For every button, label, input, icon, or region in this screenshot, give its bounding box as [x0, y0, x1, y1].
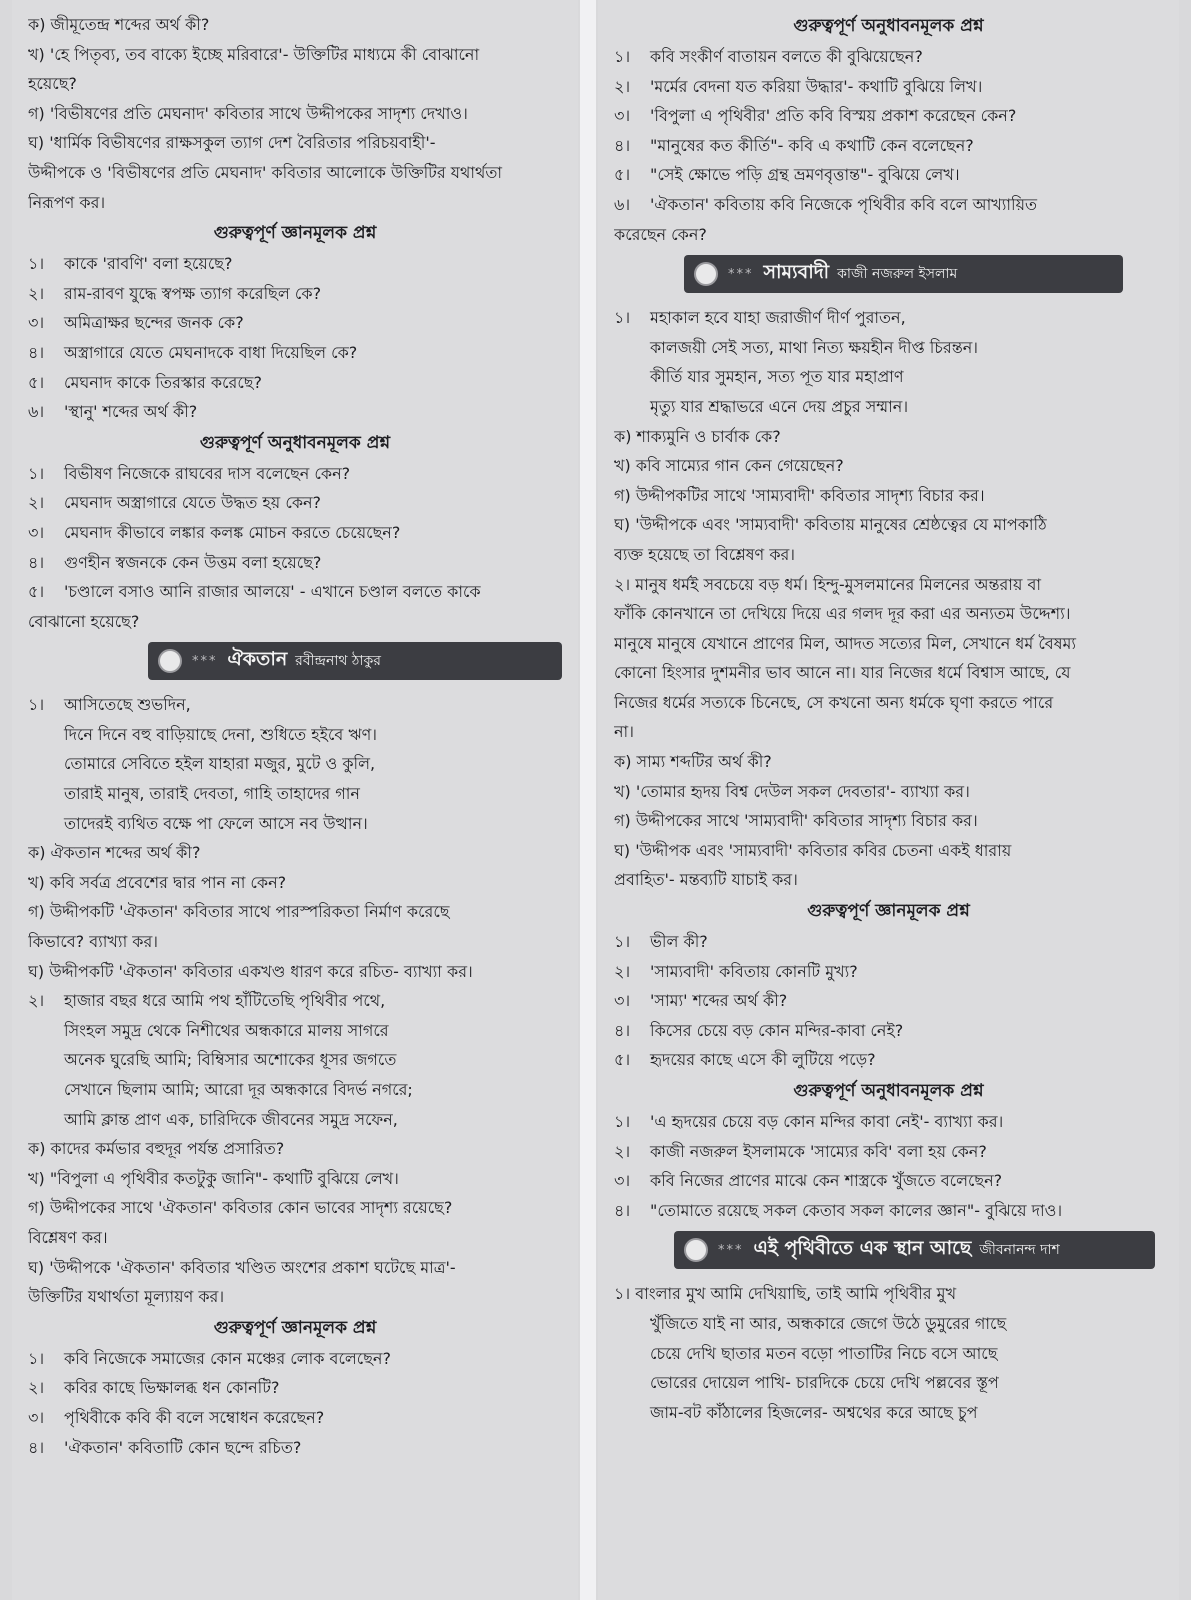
item-text: কবি নিজের প্রাণের মাঝে কেন শাস্ত্রকে খুঁজতে বলেছেন?: [650, 1171, 1003, 1191]
item-number: ৩।: [614, 106, 631, 126]
list-item: [614, 1107, 1163, 1137]
question-gha-cont: প্রবাহিত'- মন্তব্যটি যাচাই কর।: [614, 870, 798, 890]
item-number: ১।: [28, 254, 45, 274]
item-number: ১।: [28, 1348, 45, 1368]
list-item: [28, 249, 562, 279]
list-item: [614, 1166, 1163, 1196]
question-gha: ঘ) 'ধার্মিক বিভীষণের রাক্ষসকুল ত্যাগ দেশ বৈরিতার পরিচয়বাহী'-: [28, 133, 436, 153]
poem-stimulus-2: [28, 986, 562, 1312]
item-text: অমিত্রাক্ষর ছন্দের জনক কে?: [64, 313, 244, 333]
item-number: ৪।: [614, 1020, 631, 1040]
item-number: ৩।: [614, 1171, 631, 1191]
list-item: [614, 72, 1163, 102]
question-gha-cont: উদ্দীপকে ও 'বিভীষণের প্রতি মেঘনাদ' কবিতার আলোকে উক্তিটির যথার্থতা: [28, 162, 503, 182]
stars-icon: ***: [192, 653, 218, 669]
question-ka: ক) কাদের কর্মভার বহুদূর পর্যন্ত প্রসারিত?: [28, 1139, 285, 1159]
list-item: [28, 548, 562, 578]
item-text: কবি নিজেকে সমাজের কোন মঞ্চের লোক বলেছেন?: [64, 1348, 391, 1368]
question-kha: খ) "বিপুলা এ পৃথিবীর কতটুকু জানি"- কথাটি বুঝিয়ে লেখ।: [28, 1168, 399, 1188]
poem-text: হাজার বছর ধরে আমি পথ হাঁটিতেছি পৃথিবীর পথে,: [64, 991, 386, 1011]
item-number: ৪।: [614, 1200, 631, 1220]
item-text: রাম-রাবণ যুদ্ধে স্বপক্ষ ত্যাগ করেছিল কে?: [64, 283, 322, 303]
knowledge-heading: গুরুত্বপূর্ণ জ্ঞানমূলক প্রশ্ন: [213, 1317, 377, 1338]
list-item: [614, 160, 1163, 190]
question-gha: ঘ) 'উদ্দীপকে 'ঐকতান' কবিতার খণ্ডিত অংশের প্রকাশ ঘটেছে মাত্র'-: [28, 1257, 456, 1277]
passage-line: ফাঁকি কোনখানে তা দেখিয়ে দিয়ে এর গলদ দূর করা এর অন্যতম উদ্দেশ্য।: [614, 604, 1071, 624]
item-number: ২।: [28, 1378, 45, 1398]
item-number: ৪।: [28, 342, 45, 362]
list-item: [614, 957, 1163, 987]
stars-icon: ***: [728, 266, 754, 282]
item-text: মেঘনাদ কাকে তিরস্কার করেছে?: [64, 372, 262, 392]
item-number: ১।: [614, 1112, 631, 1131]
question-ga: গ) উদ্দীপকটি 'ঐকতান' কবিতার সাথে পারস্পরিকতা নির্মাণ করেছে: [28, 902, 450, 922]
question-ga-cont: বিশ্লেষণ কর।: [28, 1227, 108, 1247]
item-text: 'স্থানু' শব্দের অর্থ কী?: [64, 402, 198, 422]
list-item: [28, 368, 562, 398]
item-number: ২।: [28, 991, 45, 1011]
passage-line: না।: [614, 722, 634, 742]
section-title: ঐকতান: [227, 648, 288, 671]
item-text: মেঘনাদ কীভাবে লঙ্কার কলঙ্ক মোচন করতে চেয়েছেন?: [64, 522, 401, 542]
poem-line: কালজয়ী সেই সত্য, মাথা নিত্য ক্ষয়হীন দীপ্ত চিরন্তন।: [650, 337, 979, 357]
left-column: [12, 0, 578, 1600]
list-item: [28, 397, 562, 427]
comprehension-list: [614, 42, 1163, 249]
question-ga: গ) 'বিভীষণের প্রতি মেঘনাদ' কবিতার সাথে উদ্দীপকের সাদৃশ্য দেখাও।: [28, 103, 468, 123]
poem-line: [28, 986, 562, 1016]
list-item: [28, 1403, 562, 1433]
list-item: [614, 131, 1163, 161]
item-text: 'সাম্য' শব্দের অর্থ কী?: [650, 991, 788, 1011]
poem-line: অনেক ঘুরেছি আমি; বিম্বিসার অশোকের ধূসর জগতে: [64, 1050, 397, 1070]
item-text: অস্ত্রাগারে যেতে মেঘনাদকে বাধা দিয়েছিল কে?: [64, 342, 358, 362]
question-gha-cont: নিরূপণ কর।: [28, 192, 106, 212]
item-number: ২।: [614, 76, 631, 96]
item-text: কিসের চেয়ে বড় কোন মন্দির-কাবা নেই?: [650, 1020, 904, 1040]
comprehension-heading: গুরুত্বপূর্ণ অনুধাবনমূলক প্রশ্ন: [793, 1081, 984, 1101]
knowledge-list: [28, 1344, 562, 1462]
item-number: ৩।: [28, 1407, 45, 1427]
section-banner-prithibi: [674, 1231, 1155, 1269]
item-number: ১।: [614, 932, 631, 952]
list-item: [614, 986, 1163, 1016]
comprehension-list: [614, 1107, 1163, 1225]
poem-line: তাদেরই ব্যথিত বক্ষে পা ফেলে আসে নব উত্থান।: [64, 813, 368, 833]
item-text: কবির কাছে ভিক্ষালব্ধ ধন কোনটি?: [64, 1378, 280, 1398]
question-ga-cont: কিভাবে? ব্যাখ্যা কর।: [28, 932, 159, 952]
question-kha-cont: হয়েছে?: [28, 74, 77, 94]
comprehension-list: [28, 459, 562, 637]
section-banner-oikotan: [148, 642, 562, 680]
poem-stimulus-3: [614, 1279, 1163, 1427]
passage-line: কোনো হিংসার দুশমনীর ভাব আনে না। যার নিজের ধর্মে বিশ্বাস আছে, যে: [614, 663, 1071, 683]
poem-line: মৃত্যু যার শ্রদ্ধাভরে এনে দেয় প্রচুর সম্মান।: [650, 396, 909, 416]
passage-stimulus-2: [614, 570, 1163, 896]
passage-line: ২। মানুষ ধর্মই সবচেয়ে বড় ধর্ম। হিন্দু-মুসলমানের মিলনের অন্তরায় বা: [614, 574, 1041, 594]
question-gha-cont: ব্যক্ত হয়েছে তা বিশ্লেষণ কর।: [614, 544, 796, 564]
stars-icon: ***: [718, 1242, 744, 1258]
item-text: কাকে 'রাবণি' বলা হয়েছে?: [64, 254, 233, 274]
meghnad-questions: [28, 10, 562, 217]
item-text: "তোমাতে রয়েছে সকল কেতাব সকল কালের জ্ঞান"- বুঝিয়ে দাও।: [650, 1200, 1063, 1220]
section-author: কাজী নজরুল ইসলাম: [837, 266, 958, 283]
list-item: [614, 1137, 1163, 1167]
item-text: মেঘনাদ অস্ত্রাগারে যেতে উদ্ধত হয় কেন?: [64, 493, 322, 513]
item-number: ১।: [28, 463, 45, 483]
list-item: [28, 1433, 562, 1463]
section-author: জীবনানন্দ দাশ: [979, 1242, 1060, 1259]
item-number: ২।: [614, 1141, 631, 1161]
poem-text: আসিতেছে শুভদিন,: [64, 695, 191, 715]
item-number: ৩।: [28, 522, 45, 542]
question-gha: ঘ) 'উদ্দীপকে এবং 'সাম্যবাদী' কবিতায় মানুষের শ্রেষ্ঠত্বের যে মাপকাঠি: [614, 515, 1047, 535]
item-number: ৫।: [28, 372, 45, 392]
list-item: [28, 459, 562, 489]
item-text: বিভীষণ নিজেকে রাঘবের দাস বলেছেন কেন?: [64, 463, 351, 483]
poem-line: দিনে দিনে বহু বাড়িয়াছে দেনা, শুধিতে হইবে ঋণ।: [64, 724, 378, 744]
item-text: হৃদয়ের কাছে এসে কী লুটিয়ে পড়ে?: [650, 1050, 876, 1070]
passage-line: নিজের ধর্মের সত্যকে চিনেছে, সে কখনো অন্য ধর্মকে ঘৃণা করতে পারে: [614, 692, 1054, 712]
question-ka: ক) ঐকতান শব্দের অর্থ কী?: [28, 843, 201, 863]
item-number: ৩।: [28, 313, 45, 333]
item-text: পৃথিবীকে কবি কী বলে সম্বোধন করেছেন?: [64, 1407, 325, 1427]
circle-icon: [684, 1238, 708, 1262]
item-text: 'ঐকতান' কবিতায় কবি নিজেকে পৃথিবীর কবি বলে আখ্যায়িত: [650, 194, 1038, 214]
poem-line: কীর্তি যার সুমহান, সত্য পূত যার মহাপ্রাণ: [650, 367, 904, 387]
list-item: [614, 1016, 1163, 1046]
item-number: ২।: [614, 961, 631, 981]
item-number: ৪।: [28, 1437, 45, 1457]
circle-icon: [694, 262, 718, 286]
question-ga: গ) উদ্দীপকের সাথে 'সাম্যবাদী' কবিতার সাদৃশ্য বিচার কর।: [614, 811, 978, 831]
poem-line: [614, 303, 1163, 333]
section-title: এই পৃথিবীতে এক স্থান আছে: [753, 1237, 972, 1260]
knowledge-heading: গুরুত্বপূর্ণ জ্ঞানমূলক প্রশ্ন: [213, 223, 377, 244]
list-item: [28, 1344, 562, 1374]
item-text: 'এ হৃদয়ের চেয়ে বড় কোন মন্দির কাবা নেই'- ব্যাখ্যা কর।: [650, 1112, 1004, 1131]
knowledge-heading: গুরুত্বপূর্ণ জ্ঞানমূলক প্রশ্ন: [807, 901, 970, 922]
poem-line: তারাই মানুষ, তারাই দেবতা, গাহি তাহাদের গান: [64, 784, 360, 804]
item-number: ৩।: [614, 991, 631, 1011]
item-text: 'সাম্যবাদী' কবিতায় কোনটি মুখ্য?: [650, 961, 858, 981]
list-item: [28, 1373, 562, 1403]
question-kha: খ) 'তোমার হৃদয় বিশ্ব দেউল সকল দেবতার'- ব্যাখ্যা কর।: [614, 781, 970, 801]
item-text: 'মর্মের বেদনা যত করিয়া উদ্ধার'- কথাটি বুঝিয়ে লিখ।: [650, 76, 983, 96]
item-text: কাজী নজরুল ইসলামকে 'সাম্যের কবি' বলা হয় কেন?: [650, 1141, 987, 1161]
item-number: ১।: [614, 308, 631, 328]
list-item: [614, 42, 1163, 72]
item-number: ৬।: [28, 402, 45, 422]
list-item-cont: বোঝানো হয়েছে?: [28, 611, 140, 631]
circle-icon: [158, 649, 182, 673]
item-number: ৫।: [614, 1050, 631, 1070]
poem-line: তোমারে সেবিতে হইল যাহারা মজুর, মুটে ও কুলি,: [64, 754, 376, 774]
item-text: "মানুষের কত কীর্তি"- কবি এ কথাটি কেন বলেছেন?: [650, 135, 974, 155]
list-item: [28, 488, 562, 518]
item-number: ২।: [28, 493, 45, 513]
item-number: ১।: [28, 695, 45, 715]
item-text: 'বিপুলা এ পৃথিবীর' প্রতি কবি বিস্ময় প্রকাশ করেছেন কেন?: [650, 106, 1017, 126]
poem-line: আমি ক্লান্ত প্রাণ এক, চারিদিকে জীবনের সমুদ্র সফেন,: [64, 1109, 398, 1129]
list-item: [28, 338, 562, 368]
list-item: [614, 101, 1163, 131]
item-text: 'ঐকতান' কবিতাটি কোন ছন্দে রচিত?: [64, 1437, 302, 1457]
poem-line: সিংহল সমুদ্র থেকে নিশীথের অন্ধকারে মালয় সাগরে: [64, 1020, 389, 1040]
question-ka: ক) সাম্য শব্দটির অর্থ কী?: [614, 752, 772, 772]
poem-text: মহাকাল হবে যাহা জরাজীর্ণ দীর্ণ পুরাতন,: [650, 308, 906, 328]
section-banner-samyabadi: [684, 255, 1123, 293]
poem-stimulus-1: [28, 690, 562, 986]
section-title: সাম্যবাদী: [763, 261, 830, 284]
poem-line: চেয়ে দেখি ছাতার মতন বড়ো পাতাটির নিচে বসে আছে: [650, 1343, 998, 1363]
list-item: [28, 279, 562, 309]
knowledge-list: [28, 249, 562, 427]
item-text: ভীল কী?: [650, 932, 708, 952]
list-item-cont: করেছেন কেন?: [614, 224, 707, 244]
question-gha: ঘ) উদ্দীপকটি 'ঐকতান' কবিতার একখণ্ড ধারণ করে রচিত- ব্যাখ্যা কর।: [28, 961, 473, 981]
question-ga: গ) উদ্দীপকটির সাথে 'সাম্যবাদী' কবিতার সাদৃশ্য বিচার কর।: [614, 485, 985, 505]
item-number: ৪।: [28, 552, 45, 572]
question-gha-cont: উক্তিটির যথার্থতা মূল্যায়ণ কর।: [28, 1287, 225, 1307]
list-item: [614, 1196, 1163, 1226]
question-gha: ঘ) 'উদ্দীপক এবং 'সাম্যবাদী' কবিতার কবির চেতনা একই ধারায়: [614, 840, 1012, 860]
question-kha: খ) কবি সর্বত্র প্রবেশের দ্বার পান না কেন?: [28, 872, 287, 892]
comprehension-heading: গুরুত্বপূর্ণ অনুধাবনমূলক প্রশ্ন: [793, 16, 984, 36]
right-column: [598, 0, 1179, 1600]
question-kha: খ) 'হে পিতৃব্য, তব বাক্যে ইচ্ছে মরিবারে'- উক্তিটির মাধ্যমে কী বোঝানো: [28, 44, 480, 64]
column-gutter: [580, 0, 596, 1600]
poem-line: [28, 690, 562, 720]
item-number: ৬।: [614, 194, 631, 214]
list-item: [614, 927, 1163, 957]
list-item: [614, 190, 1163, 220]
question-ka: ক) জীমূতেন্দ্র শব্দের অর্থ কী?: [28, 15, 210, 34]
item-text: 'চণ্ডালে বসাও আনি রাজার আলয়ে' - এখানে চণ্ডাল বলতে কাকে: [64, 582, 481, 602]
item-text: কবি সংকীর্ণ বাতায়ন বলতে কী বুঝিয়েছেন?: [650, 47, 923, 66]
list-item: [28, 577, 562, 607]
item-number: ৪।: [614, 135, 631, 155]
section-author: রবীন্দ্রনাথ ঠাকুর: [295, 653, 381, 670]
comprehension-heading: গুরুত্বপূর্ণ অনুধাবনমূলক প্রশ্ন: [199, 432, 391, 453]
knowledge-list: [614, 927, 1163, 1075]
poem-stimulus-1: [614, 303, 1163, 569]
list-item: [614, 1045, 1163, 1075]
question-kha: খ) কবি সাম্যের গান কেন গেয়েছেন?: [614, 456, 844, 476]
item-number: ২।: [28, 283, 45, 303]
item-number: ১।: [614, 47, 631, 66]
poem-line: ভোরের দোয়েল পাখি- চারদিকে চেয়ে দেখি পল্লবের স্তূপ: [650, 1373, 999, 1393]
poem-line: সেখানে ছিলাম আমি; আরো দূর অন্ধকারে বিদর্ভ নগরে;: [64, 1080, 413, 1099]
question-ka: ক) শাক্যমুনি ও চার্বাক কে?: [614, 426, 781, 446]
list-item: [28, 308, 562, 338]
question-ga: গ) উদ্দীপকের সাথে 'ঐকতান' কবিতার কোন ভাবের সাদৃশ্য রয়েছে?: [28, 1198, 453, 1218]
item-number: ৫।: [614, 165, 631, 185]
poem-line: ১। বাংলার মুখ আমি দেখিয়াছি, তাই আমি পৃথিবীর মুখ: [614, 1284, 957, 1304]
item-text: "সেই ক্ষোভে পড়ি গ্রন্থ ভ্রমণবৃত্তান্ত"- বুঝিয়ে লেখ।: [650, 165, 960, 185]
poem-line: খুঁজিতে যাই না আর, অন্ধকারে জেগে উঠে ডুমুরের গাছে: [650, 1313, 1007, 1333]
list-item: [28, 518, 562, 548]
passage-line: মানুষে মানুষে যেখানে প্রাণের মিল, আদত সত্যের মিল, সেখানে ধর্ম বৈষম্য: [614, 633, 1077, 653]
item-text: গুণহীন স্বজনকে কেন উত্তম বলা হয়েছে?: [64, 552, 322, 572]
item-number: ৫।: [28, 582, 45, 602]
poem-line: জাম-বট কাঁঠালের হিজলের- অশ্বথের করে আছে চুপ: [650, 1402, 978, 1422]
